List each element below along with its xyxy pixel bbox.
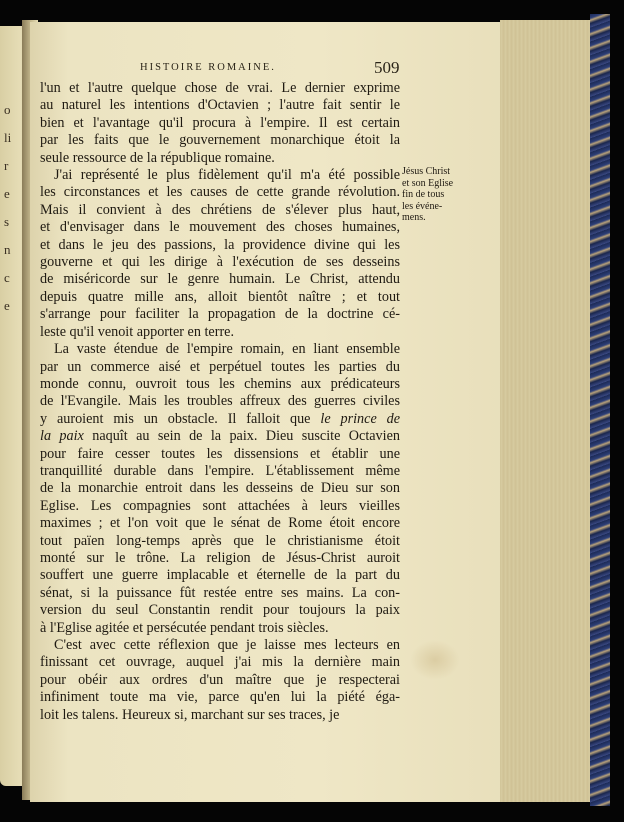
page-number: 509 [374,58,400,77]
left-page-fragment: c [4,270,10,285]
text-line: et d'envisager dans le mouvement des choses humaines, [40,219,400,236]
text-line: au naturel les intentions d'Octavien ; l'autre fait sentir le [40,97,400,114]
text-line: maximes ; et l'on voit que le sénat de Rome étoit encore [40,515,400,532]
text-line: finissant cet ouvrage, auquel j'ai mis la dernière main [40,654,400,671]
margin-note-line: et son Eglise [402,177,454,189]
text-line: sénat, si la puissance fût restée entre ses mains. La con- [40,584,400,601]
paragraph [40,637,400,724]
margin-note-line: Jésus Christ [402,166,451,177]
italic-phrase: la paix [40,428,84,445]
text-line: de la monarchie entroit dans les desseins de Dieu sur son [40,480,400,497]
left-page-fragment: e [4,298,10,313]
marbled-cover [590,14,610,806]
left-page-fragment: o [4,102,11,117]
italic-phrase: le prince de [320,410,401,427]
text-line: tranquillité durable dans l'empire. L'établissement même [40,462,400,479]
left-page-fragment: r [4,158,9,173]
text-line: seule ressource de la république romaine. [40,149,275,166]
text-line: souffert une guerre implacable et éternelle de la part du [40,567,400,584]
text-line: infiniment toute ma vie, parce qu'en lui la piété éga- [40,689,400,706]
text-line: la paix naquît au sein de la paix. Dieu suscite Octavien [40,428,400,445]
text-line: les circonstances et les causes de cette grande révolution. [40,184,400,201]
page-block-edges [500,20,594,802]
text-line: par les faits que le gouvernement monarchique étoit la [40,132,400,149]
text-line: La vaste étendue de l'empire romain, en liant ensemble [54,341,400,358]
left-page-fragments [4,96,24,320]
margin-note-line: les événe- [402,200,443,212]
left-page-fragment: n [4,242,11,257]
text-line: monté sur le trône. La religion de Jésus-Christ auroit [40,549,400,566]
text-line: gouverne et qui les dirige à l'exécution de ses desseins [40,254,400,271]
text-line: l'un et l'autre quelque chose de vrai. Le dernier exprime [40,80,400,96]
text-line: bien et l'avantage qu'il procura à l'empire. Il est certain [40,114,400,131]
left-page-fragment: s [4,214,10,229]
text-line: tout païen long-temps après que le christianisme étoit [40,532,400,549]
text-line: s'arrange pour faciliter la propagation de la doctrine cé- [40,306,400,323]
text-line: J'ai représenté le plus fidèlement qu'il m'a été possible [54,167,400,184]
margin-note-line: fin de tous [402,189,445,200]
paragraph [40,167,400,341]
text-line: et dans le jeu des passions, la providence divine qui les [40,236,400,253]
body-text [40,80,400,724]
text-line: Mais il convient à des chrétiens de s'élever plus haut, [40,201,400,218]
text-line: de miséricorde sur le genre humain. Le Christ, attendu [40,271,400,288]
text-line: leste qu'il venoit apporter en terre. [40,323,235,340]
left-page-fragment: e [4,186,10,201]
text-line: Eglise. Les compagnies sont attachées à leurs vieilles [40,497,400,514]
text-line: pour faire cesser toutes les dissensions et établir une [40,445,400,462]
paper-stain [410,640,460,680]
running-title: HISTOIRE ROMAINE. [140,62,276,73]
text-line: à l'Eglise agitée et persécutée pendant trois siècles. [40,619,329,636]
text-line: C'est avec cette réflexion que je laisse mes lecteurs en [54,637,400,653]
margin-note-line: mens. [402,212,426,223]
text-line: de l'Evangile. Mais les troubles affreux des guerres civiles [40,393,400,410]
text-line: pour obéir aux ordres d'un maître que je respecterai [40,671,400,688]
text-line: par un commerce aisé et perpétuel toutes les parties du [40,358,400,375]
paragraph [40,341,400,637]
text-line: monde connu, ouvroit tous les chemins aux prédicateurs [40,375,400,392]
text-line: depuis quatre mille ans, alloit bientôt naître ; et tout [40,288,400,305]
paragraph [40,80,400,167]
text-line: version du seul Constantin rendit pour toujours la paix [40,602,400,619]
text-line: y auroient mis un obstacle. Il falloit que le prince de [40,410,401,427]
left-page-fragment: li [4,130,12,145]
margin-note [402,166,472,224]
text-line: loit les talens. Heureux si, marchant sur ses traces, je [40,706,340,723]
